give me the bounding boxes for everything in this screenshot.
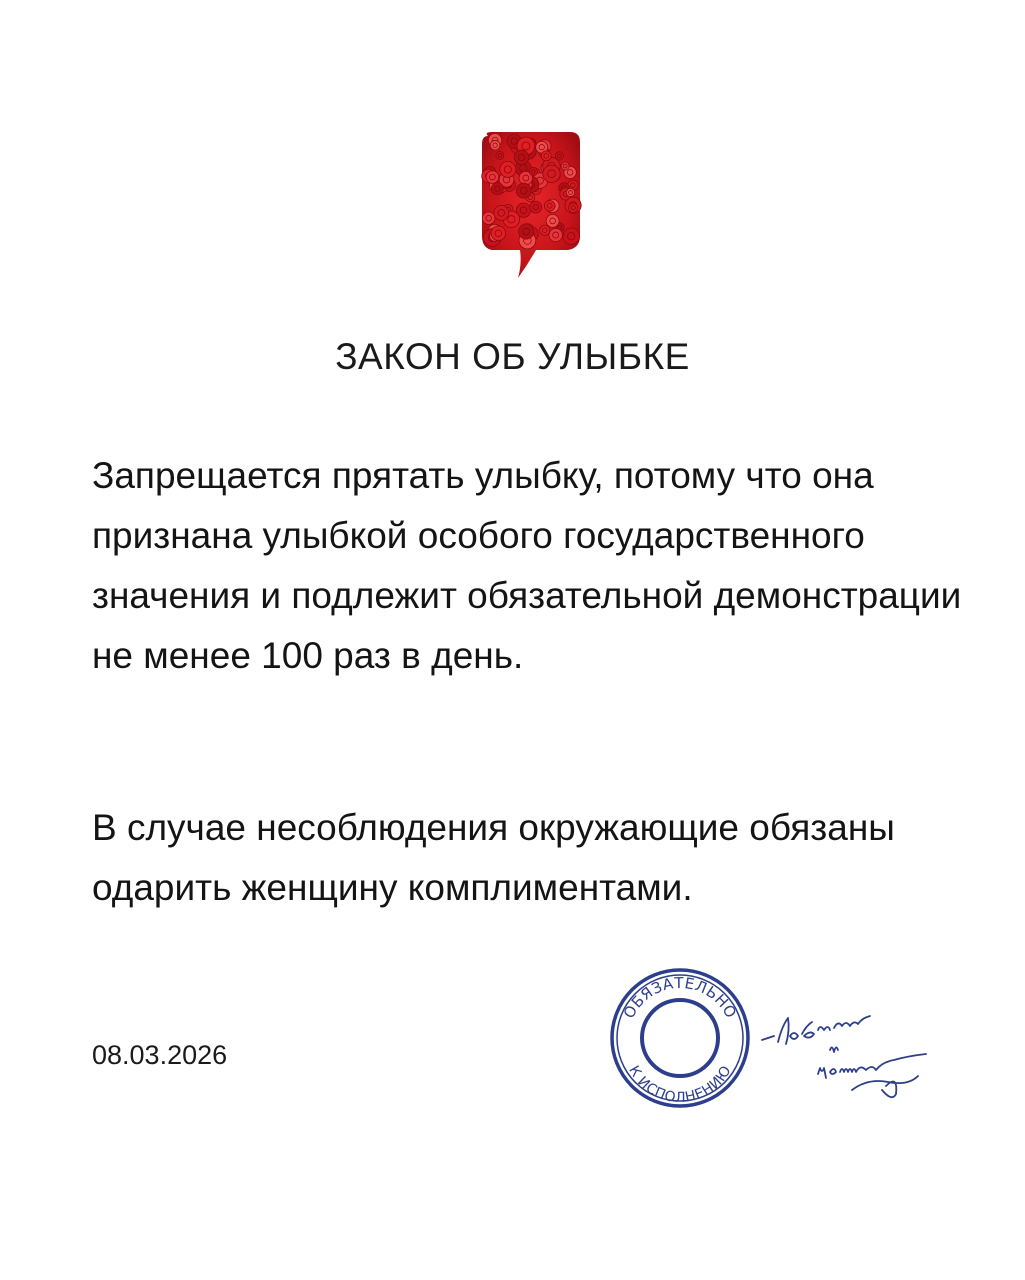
- rose-petal-icon: [516, 183, 531, 198]
- rose-petal-icon: [555, 152, 563, 160]
- page-title: ЗАКОН ОБ УЛЫБКЕ: [335, 336, 690, 377]
- rose-petal-icon: [486, 171, 499, 184]
- rose-petal-icon: [500, 161, 516, 177]
- handwritten-signature: [758, 990, 938, 1110]
- rose-petal-icon: [561, 162, 569, 170]
- rose-speech-bubble-logo: [474, 128, 586, 286]
- svg-text:К ИСПОЛНЕНИЮ: [625, 1063, 735, 1106]
- rose-petal-icon: [491, 183, 503, 195]
- law-paragraph-2: В случае несоблюдения окружающие обязаны одарить женщину комплиментами.: [92, 807, 895, 908]
- rose-petal-icon: [543, 165, 560, 182]
- rose-petal-icon: [540, 225, 550, 235]
- svg-text:ОБЯЗАТЕЛЬНО: [620, 974, 741, 1022]
- stamp-top-text: ОБЯЗАТЕЛЬНО: [619, 973, 741, 1022]
- rose-petal-icon: [496, 151, 504, 159]
- rose-petal-icon: [482, 212, 495, 225]
- stamp-bottom-text: К ИСПОЛНЕНИЮ: [625, 1062, 735, 1107]
- rose-petal-icon: [491, 226, 506, 241]
- rose-petal-icon: [514, 150, 529, 165]
- rose-petal-icon: [563, 228, 580, 245]
- rose-speech-bubble-icon: [474, 128, 586, 286]
- rose-petal-icon: [541, 151, 551, 161]
- law-paragraph-1: Запрещается прятать улыбку, потому что она признана улыбкой особого государственного значения и подлежит обязательной демонстрации не менее 100 раз в день.: [92, 455, 962, 676]
- rose-petal-icon: [490, 140, 500, 150]
- rose-petal-icon: [519, 224, 534, 239]
- rose-petal-icon: [549, 228, 562, 241]
- round-stamp: [606, 966, 754, 1110]
- document-date: 08.03.2026: [92, 1040, 228, 1070]
- rose-petal-icon: [566, 188, 574, 196]
- rose-petal-icon: [530, 201, 542, 213]
- rose-petal-icon: [568, 203, 578, 213]
- rose-petal-icon: [546, 214, 559, 227]
- rose-petal-icon: [494, 205, 509, 220]
- rose-petal-icon: [544, 201, 555, 212]
- rose-petal-icon: [529, 167, 537, 175]
